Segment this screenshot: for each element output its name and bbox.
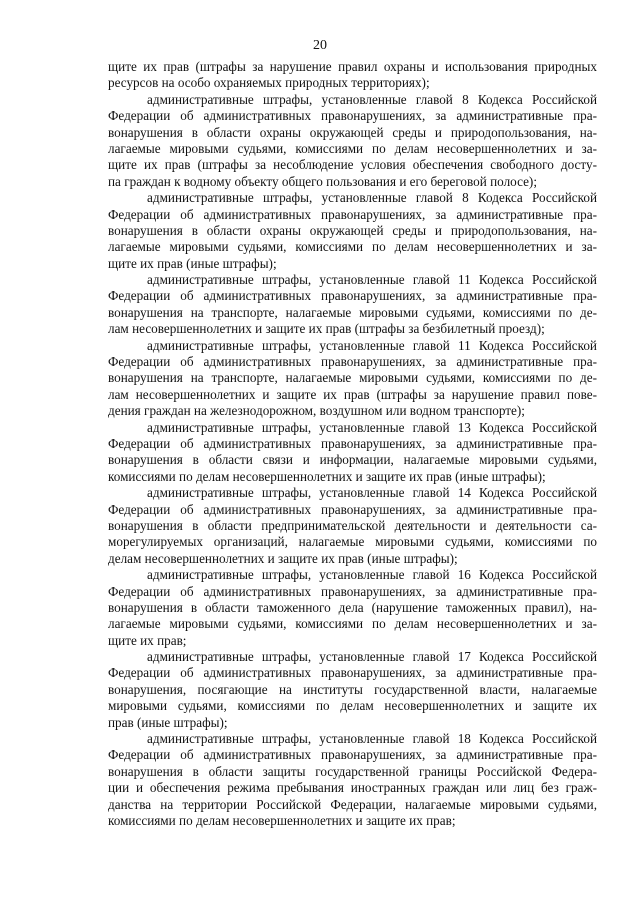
text-line: Федерации об административных правонарушениях, за административные пра-	[108, 747, 597, 763]
text-line: вонарушения в области охраны окружающей среды и природопользования, на-	[108, 124, 597, 140]
text-line: данства на территории Российской Федерации, налагаемые мировыми судьями,	[108, 796, 597, 812]
text-line: Федерации об административных правонарушениях, за административные пра-	[108, 501, 597, 517]
text-line: щите их прав;	[108, 632, 187, 648]
text-line: административные штрафы, установленные главой 11 Кодекса Российской	[147, 272, 597, 288]
text-line: ресурсов на особо охраняемых природных территориях);	[108, 75, 430, 91]
text-line: комиссиями по делам несовершеннолетних и защите их прав (иные штрафы);	[108, 468, 546, 484]
paragraph	[108, 59, 597, 92]
text-line: морегулируемых организаций, налагаемые мировыми судьями, комиссиями по	[108, 534, 597, 550]
text-line: административные штрафы, установленные главой 17 Кодекса Российской	[147, 649, 597, 665]
paragraph	[108, 420, 597, 486]
text-line: административные штрафы, установленные главой 16 Кодекса Российской	[147, 567, 597, 583]
text-line: прав (иные штрафы);	[108, 714, 228, 730]
text-line: вонарушения, посягающие на институты государственной власти, налагаемые	[108, 681, 597, 697]
text-line: Федерации об административных правонарушениях, за административные пра-	[108, 665, 597, 681]
text-line: Федерации об административных правонарушениях, за административные пра-	[108, 288, 597, 304]
text-line: па граждан к водному объекту общего пользования и его береговой полосе);	[108, 173, 537, 189]
document-body	[108, 59, 597, 829]
paragraph	[108, 649, 597, 731]
text-line: административные штрафы, установленные главой 13 Кодекса Российской	[147, 419, 597, 435]
text-line: административные штрафы, установленные главой 18 Кодекса Российской	[147, 731, 597, 747]
text-line: административные штрафы, установленные главой 8 Кодекса Российской	[147, 190, 597, 206]
text-line: лагаемые мировыми судьями, комиссиями по делам несовершеннолетних и за-	[108, 140, 597, 156]
text-line: Федерации об административных правонарушениях, за административные пра-	[108, 206, 597, 222]
text-line: Федерации об административных правонарушениях, за административные пра-	[108, 108, 597, 124]
paragraph	[108, 190, 597, 272]
text-line: комиссиями по делам несовершеннолетних и защите их прав;	[108, 812, 456, 828]
text-line: щите их прав (штрафы за несоблюдение условия обеспечения свободного досту-	[108, 157, 597, 173]
text-line: административные штрафы, установленные главой 11 Кодекса Российской	[147, 337, 597, 353]
text-line: вонарушения на транспорте, налагаемые мировыми судьями, комиссиями по де-	[108, 370, 597, 386]
text-line: вонарушения на транспорте, налагаемые мировыми судьями, комиссиями по де-	[108, 304, 597, 320]
page-number: 20	[313, 38, 327, 53]
paragraph	[108, 272, 597, 338]
text-line: дения граждан на железнодорожном, воздушном или водном транспорте);	[108, 403, 525, 419]
paragraph	[108, 92, 597, 190]
text-line: мировыми судьями, комиссиями по делам несовершеннолетних и защите их	[108, 698, 597, 714]
paragraph	[108, 338, 597, 420]
text-line: Федерации об административных правонарушениях, за административные пра-	[108, 583, 597, 599]
text-line: административные штрафы, установленные главой 8 Кодекса Российской	[147, 91, 597, 107]
text-line: вонарушения в области защиты государственной границы Российской Федера-	[108, 763, 597, 779]
text-line: вонарушения в области связи и информации, налагаемые мировыми судьями,	[108, 452, 597, 468]
text-line: вонарушения в области таможенного дела (нарушение таможенных правил), на-	[108, 599, 597, 615]
text-line: Федерации об административных правонарушениях, за административные пра-	[108, 354, 597, 370]
text-line: ции и обеспечения режима пребывания иностранных граждан или лиц без граж-	[108, 780, 597, 796]
paragraph	[108, 485, 597, 567]
text-line: Федерации об административных правонарушениях, за административные пра-	[108, 435, 597, 451]
text-line: лам несовершеннолетних и защите их прав (штрафы за безбилетный проезд);	[108, 321, 545, 337]
paragraph	[108, 731, 597, 829]
text-line: лагаемые мировыми судьями, комиссиями по делам несовершеннолетних и за-	[108, 239, 597, 255]
text-line: лагаемые мировыми судьями, комиссиями по делам несовершеннолетних и за-	[108, 616, 597, 632]
text-line: лам несовершеннолетних и защите их прав (штрафы за нарушение правил пове-	[108, 386, 597, 402]
text-line: вонарушения в области охраны окружающей среды и природопользования, на-	[108, 222, 597, 238]
text-line: делам несовершеннолетних и защите их прав (иные штрафы);	[108, 550, 458, 566]
text-line: вонарушения в области предпринимательской деятельности и деятельности са-	[108, 517, 597, 533]
text-line: административные штрафы, установленные главой 14 Кодекса Российской	[147, 485, 597, 501]
text-line: щите их прав (иные штрафы);	[108, 255, 277, 271]
paragraph	[108, 567, 597, 649]
text-line: щите их прав (штрафы за нарушение правил охраны и использования природных	[108, 59, 597, 74]
